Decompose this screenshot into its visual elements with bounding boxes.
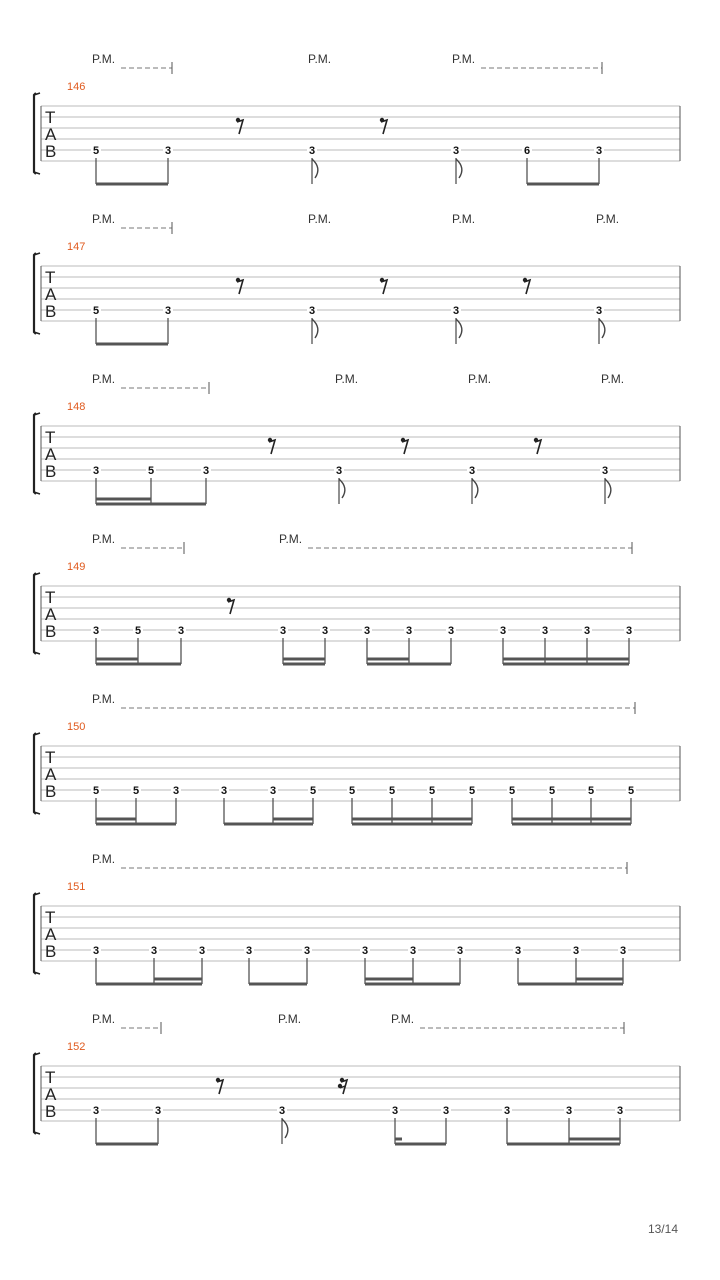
fret-number: 5 (132, 785, 140, 797)
fret-number: 3 (92, 945, 100, 957)
fret-number: 3 (164, 305, 172, 317)
fret-number: 3 (583, 625, 591, 637)
rest-stroke (524, 280, 530, 294)
tab-clef-letter: B (45, 942, 57, 961)
palm-mute-label: P.M. (92, 212, 116, 226)
palm-mute-label: P.M. (308, 52, 332, 66)
fret-number: 3 (279, 625, 287, 637)
eighth-rest (236, 278, 243, 294)
fret-number: 3 (514, 945, 522, 957)
fret-number: 3 (321, 625, 329, 637)
fret-number: 5 (627, 785, 635, 797)
page-number (648, 1222, 678, 1236)
tab-clef-letter: T (45, 108, 56, 127)
fret-number: 3 (452, 145, 460, 157)
fret-number: 5 (587, 785, 595, 797)
fret-number: 3 (164, 145, 172, 157)
eighth-rest (227, 598, 234, 614)
rest-stroke (381, 120, 387, 134)
tab-clef-letter: A (45, 765, 57, 784)
fret-number: 5 (428, 785, 436, 797)
tab-clef-letter: A (45, 125, 57, 144)
rest-stroke (269, 440, 275, 454)
tab-clef-letter: T (45, 428, 56, 447)
fret-number: 3 (619, 945, 627, 957)
eighth-rest (534, 438, 541, 454)
eighth-rest (268, 438, 275, 454)
fret-number: 5 (468, 785, 476, 797)
tab-clef-letter: B (45, 302, 57, 321)
rest-stroke (237, 120, 243, 134)
tab-clef-letter: B (45, 142, 57, 161)
fret-number: 3 (308, 305, 316, 317)
note-flag (605, 479, 611, 498)
fret-number: 3 (269, 785, 277, 797)
fret-number: 5 (147, 465, 155, 477)
fret-number: 5 (388, 785, 396, 797)
note-flag (599, 319, 605, 338)
palm-mute-label: P.M. (452, 52, 476, 66)
fret-number: 3 (308, 145, 316, 157)
fret-number: 3 (447, 625, 455, 637)
rest-stroke (535, 440, 541, 454)
rest-stroke (217, 1080, 223, 1094)
tab-clef-letter: T (45, 748, 56, 767)
fret-number: 3 (616, 1105, 624, 1117)
fret-number: 3 (572, 945, 580, 957)
rest-stroke (381, 280, 387, 294)
fret-number: 3 (154, 1105, 162, 1117)
eighth-rest (401, 438, 408, 454)
palm-mute-label: P.M. (601, 372, 625, 386)
rest-stroke (402, 440, 408, 454)
note-flag (456, 159, 462, 178)
eighth-rest (380, 278, 387, 294)
system-bracket (34, 253, 36, 334)
system-bracket (34, 573, 36, 654)
eighth-rest (216, 1078, 223, 1094)
palm-mute-label: P.M. (335, 372, 359, 386)
fret-number: 3 (601, 465, 609, 477)
measure-number: 148 (67, 401, 86, 413)
fret-number: 3 (177, 625, 185, 637)
fret-number: 3 (363, 625, 371, 637)
system-bracket (34, 93, 36, 174)
fret-number: 3 (405, 625, 413, 637)
tab-clef-letter: T (45, 268, 56, 287)
tab-clef-letter: B (45, 622, 57, 641)
palm-mute-label: P.M. (452, 212, 476, 226)
note-flag (312, 319, 318, 338)
measure-number: 149 (67, 561, 86, 573)
palm-mute-label: P.M. (279, 532, 303, 546)
tab-system (34, 1012, 680, 1144)
fret-number: 5 (548, 785, 556, 797)
tab-clef-letter: A (45, 605, 57, 624)
tab-clef-letter: B (45, 1102, 57, 1121)
measure-number: 147 (67, 241, 86, 253)
palm-mute-label: P.M. (596, 212, 620, 226)
palm-mute-label: P.M. (278, 1012, 302, 1026)
measure-number: 150 (67, 721, 86, 733)
fret-number: 5 (508, 785, 516, 797)
fret-number: 5 (348, 785, 356, 797)
fret-number: 3 (468, 465, 476, 477)
fret-number: 3 (595, 305, 603, 317)
tab-clef-letter: A (45, 1085, 57, 1104)
tab-clef-letter: B (45, 782, 57, 801)
page-total: 14 (664, 1222, 678, 1236)
palm-mute-label: P.M. (92, 52, 116, 66)
fret-number: 3 (456, 945, 464, 957)
fret-number: 3 (92, 1105, 100, 1117)
fret-number: 3 (278, 1105, 286, 1117)
fret-number: 3 (198, 945, 206, 957)
tab-clef-letter: T (45, 588, 56, 607)
tab-clef-letter: A (45, 285, 57, 304)
note-flag (472, 479, 478, 498)
sixteenth-rest (338, 1078, 347, 1094)
fret-number: 3 (595, 145, 603, 157)
fret-number: 5 (134, 625, 142, 637)
note-flag (339, 479, 345, 498)
fret-number: 3 (335, 465, 343, 477)
tab-system (34, 372, 680, 504)
note-flag (456, 319, 462, 338)
system-bracket (34, 733, 36, 814)
fret-number: 3 (150, 945, 158, 957)
tab-system (34, 532, 680, 664)
system-bracket (34, 413, 36, 494)
measure-number: 146 (67, 81, 86, 93)
system-bracket (34, 893, 36, 974)
palm-mute-label: P.M. (92, 1012, 116, 1026)
measure-number: 151 (67, 881, 86, 893)
fret-number: 3 (442, 1105, 450, 1117)
palm-mute-label: P.M. (468, 372, 492, 386)
tab-system (34, 52, 680, 184)
palm-mute-label: P.M. (92, 532, 116, 546)
fret-number: 3 (220, 785, 228, 797)
fret-number: 3 (541, 625, 549, 637)
fret-number: 5 (92, 785, 100, 797)
palm-mute-label: P.M. (308, 212, 332, 226)
tab-clef-letter: B (45, 462, 57, 481)
fret-number: 5 (309, 785, 317, 797)
fret-number: 3 (452, 305, 460, 317)
fret-number: 3 (391, 1105, 399, 1117)
page-separator: / (661, 1222, 665, 1236)
fret-number: 5 (92, 145, 100, 157)
fret-number: 3 (202, 465, 210, 477)
fret-number: 3 (503, 1105, 511, 1117)
fret-number: 6 (523, 145, 531, 157)
fret-number: 3 (92, 625, 100, 637)
tab-system (34, 212, 680, 344)
tab-clef-letter: A (45, 925, 57, 944)
fret-number: 3 (92, 465, 100, 477)
page-current: 13 (647, 1222, 662, 1236)
fret-number: 3 (409, 945, 417, 957)
fret-number: 3 (499, 625, 507, 637)
tab-system (34, 852, 680, 984)
system-bracket (34, 1053, 36, 1134)
palm-mute-label: P.M. (92, 692, 116, 706)
tab-clef-letter: T (45, 1068, 56, 1087)
fret-number: 3 (245, 945, 253, 957)
palm-mute-label: P.M. (92, 852, 116, 866)
measure-number: 152 (67, 1041, 86, 1053)
eighth-rest (380, 118, 387, 134)
fret-number: 3 (625, 625, 633, 637)
rest-stroke (237, 280, 243, 294)
tab-clef-letter: T (45, 908, 56, 927)
fret-number: 3 (361, 945, 369, 957)
tab-system (34, 692, 680, 824)
fret-number: 3 (565, 1105, 573, 1117)
note-flag (312, 159, 318, 178)
fret-number: 3 (303, 945, 311, 957)
fret-number: 5 (92, 305, 100, 317)
eighth-rest (236, 118, 243, 134)
note-flag (282, 1119, 288, 1138)
fret-number: 3 (172, 785, 180, 797)
palm-mute-label: P.M. (92, 372, 116, 386)
tab-clef-letter: A (45, 445, 57, 464)
eighth-rest (523, 278, 530, 294)
palm-mute-label: P.M. (391, 1012, 415, 1026)
rest-stroke (228, 600, 234, 614)
